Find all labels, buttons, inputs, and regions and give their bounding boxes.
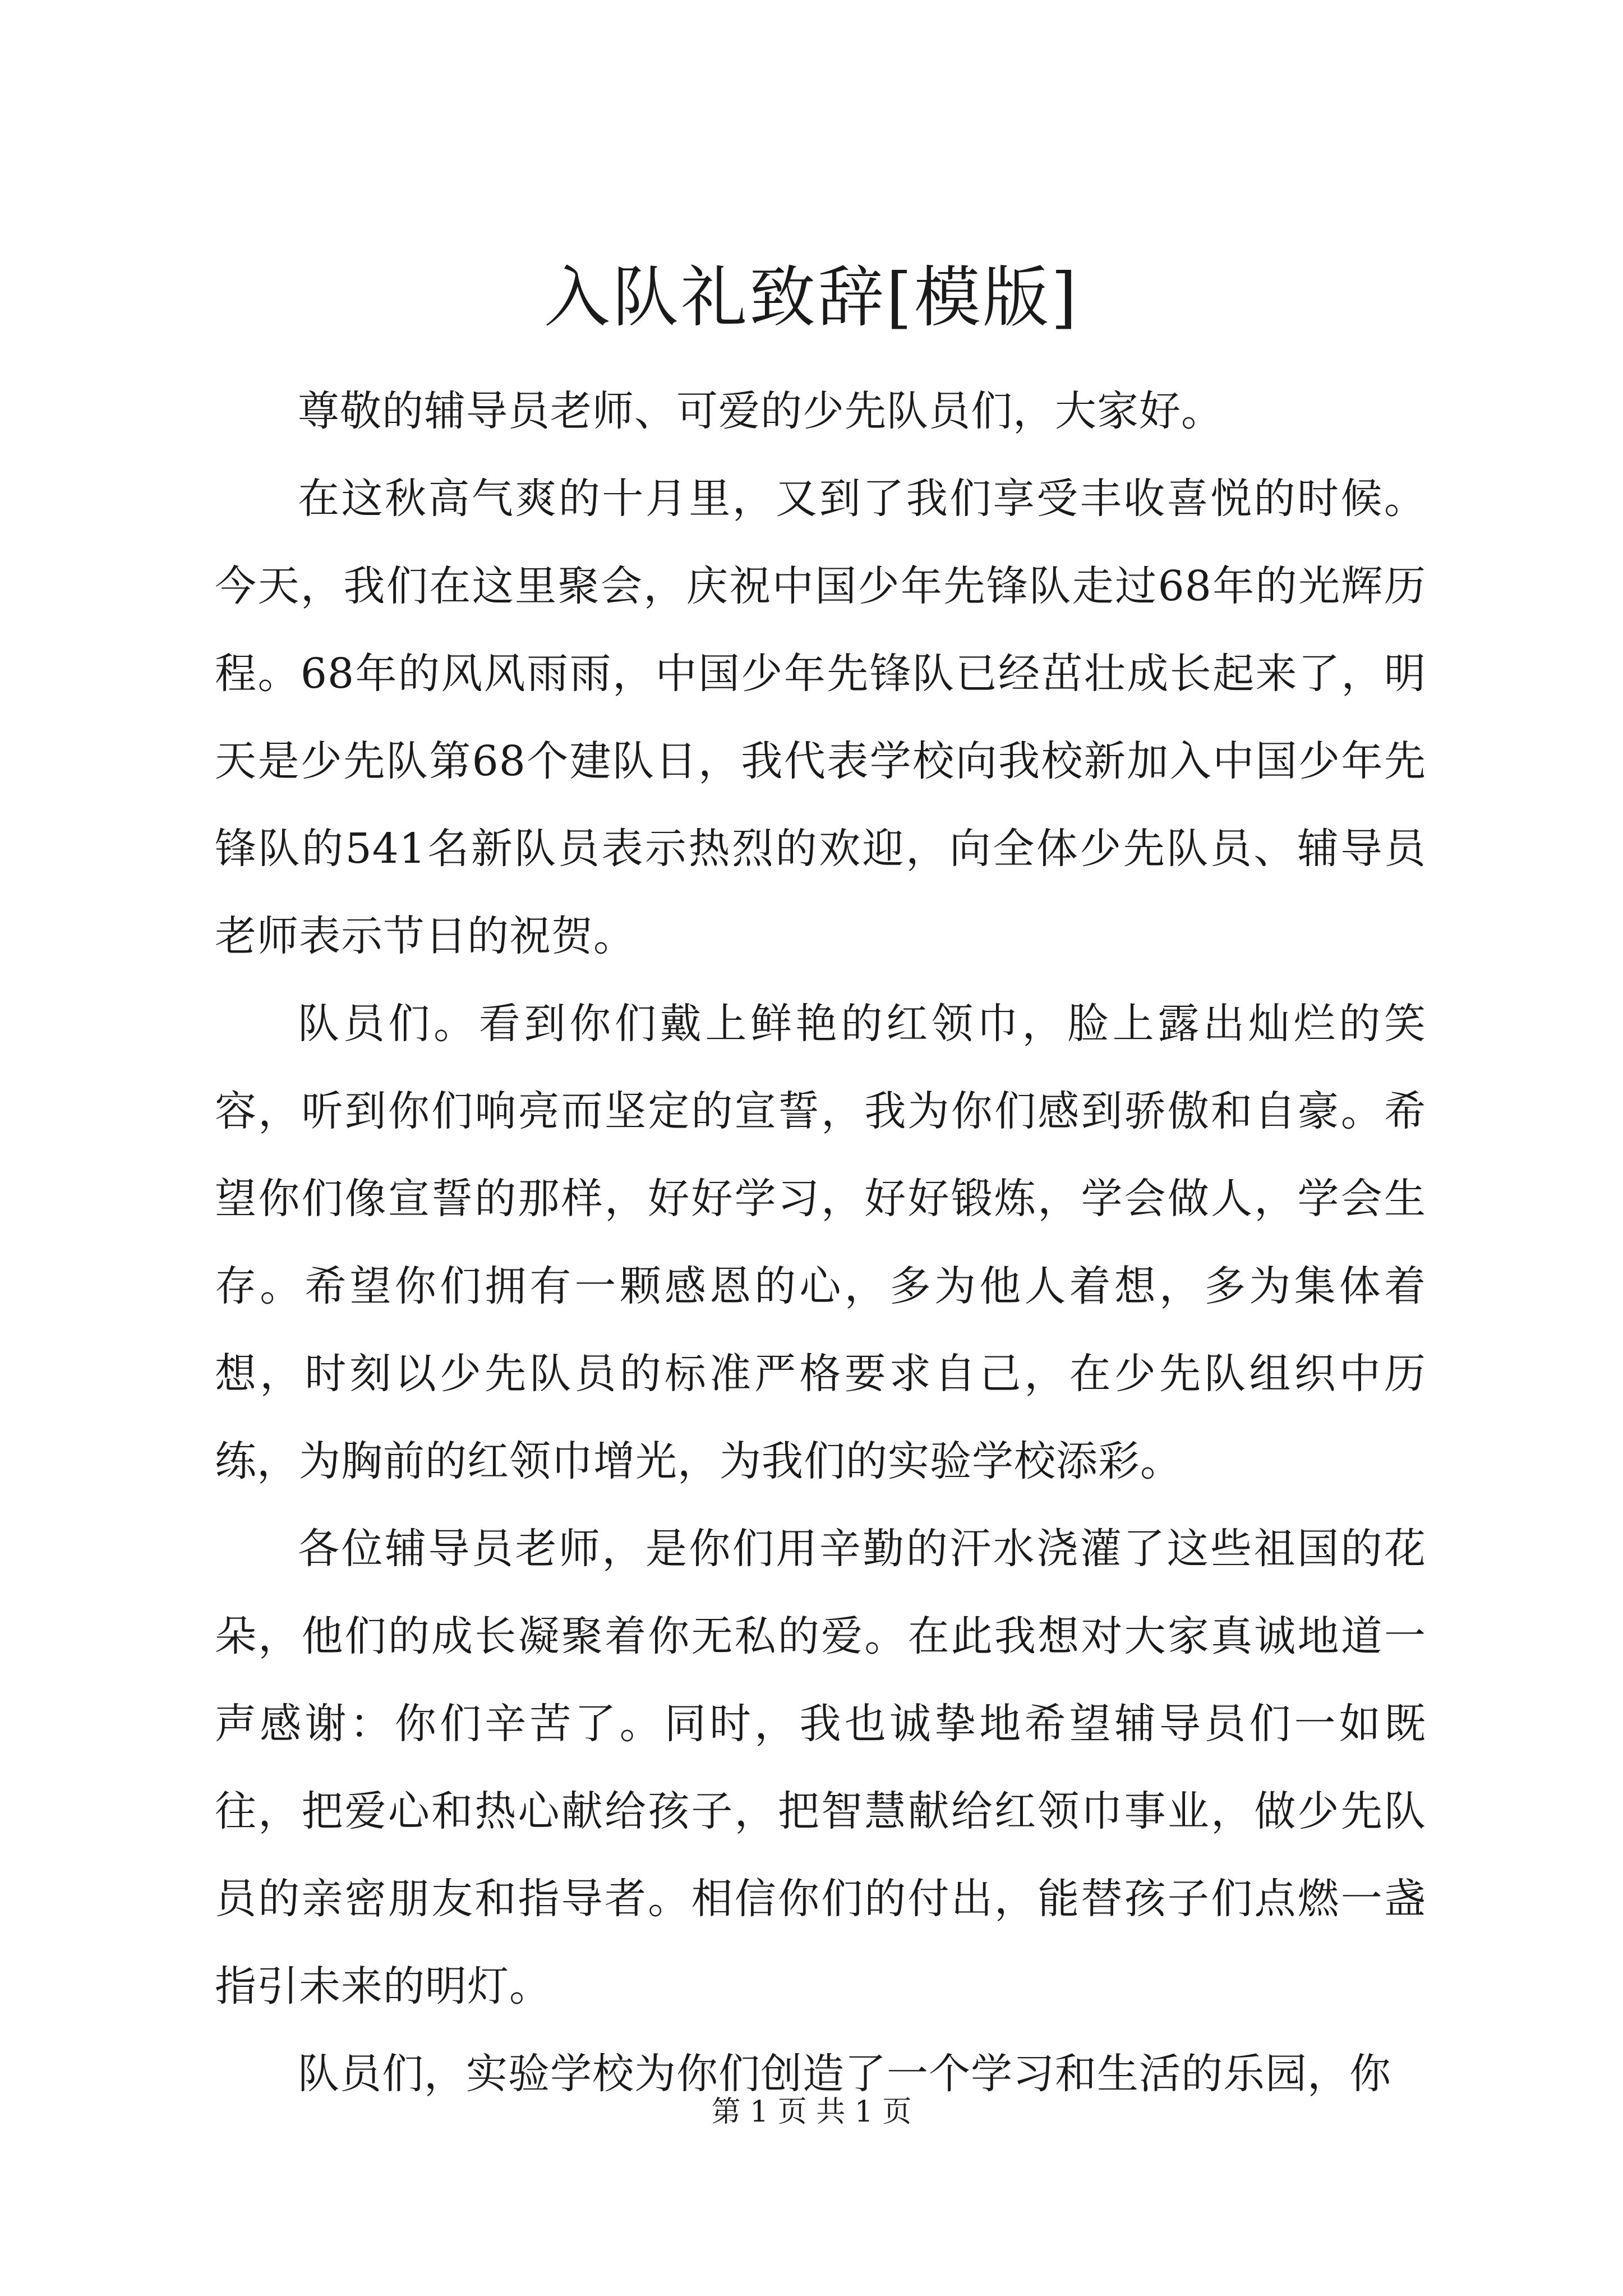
paragraph-to-counselors: 各位辅导员老师，是你们用辛勤的汗水浇灌了这些祖国的花朵，他们的成长凝聚着你无私的爱。在此我想对大家真诚地道一声感谢：你们辛苦了。同时，我也诚挚地希望辅导员们一如既往，把爱心和热心献给孩子，把智慧献给红领巾事业，做少先队员的亲密朋友和指导者。相信你们的付出，能替孩子们点燃一盏指引未来的明灯。 [215, 1525, 1426, 2010]
page-footer: 第 1 页 共 1 页 [711, 2095, 912, 2129]
paragraph-to-members: 队员们。看到你们戴上鲜艳的红领巾，脸上露出灿烂的笑容，听到你们响亮而坚定的宣誓，我为你们感到骄傲和自豪。希望你们像宣誓的那样，好好学习，好好锻炼，学会做人，学会生存。希望你们拥有一颗感恩的心，多为他人着想，多为集体着想，时刻以少先队员的标准严格要求自己，在少先队组织中历练，为胸前的红领巾增光，为我们的实验学校添彩。 [215, 1000, 1426, 1485]
document-body [215, 367, 1426, 2118]
paragraph-greeting: 尊敬的辅导员老师、可爱的少先队员们，大家好。 [298, 387, 1223, 435]
document-title: 入队礼致辞[模版] [543, 259, 1080, 336]
paragraph-closing-partial: 队员们，实验学校为你们创造了一个学习和生活的乐园，你 [298, 2050, 1391, 2098]
paragraph-opening: 在这秋高气爽的十月里，又到了我们享受丰收喜悦的时候。今天，我们在这里聚会，庆祝中国少年先锋队走过68年的光辉历程。68年的风风雨雨，中国少年先锋队已经茁壮成长起来了，明天是少先队第68个建队日，我代表学校向我校新加入中国少年先锋队的541名新队员表示热烈的欢迎，向全体少先队员、辅导员老师表示节日的祝贺。 [215, 475, 1426, 960]
